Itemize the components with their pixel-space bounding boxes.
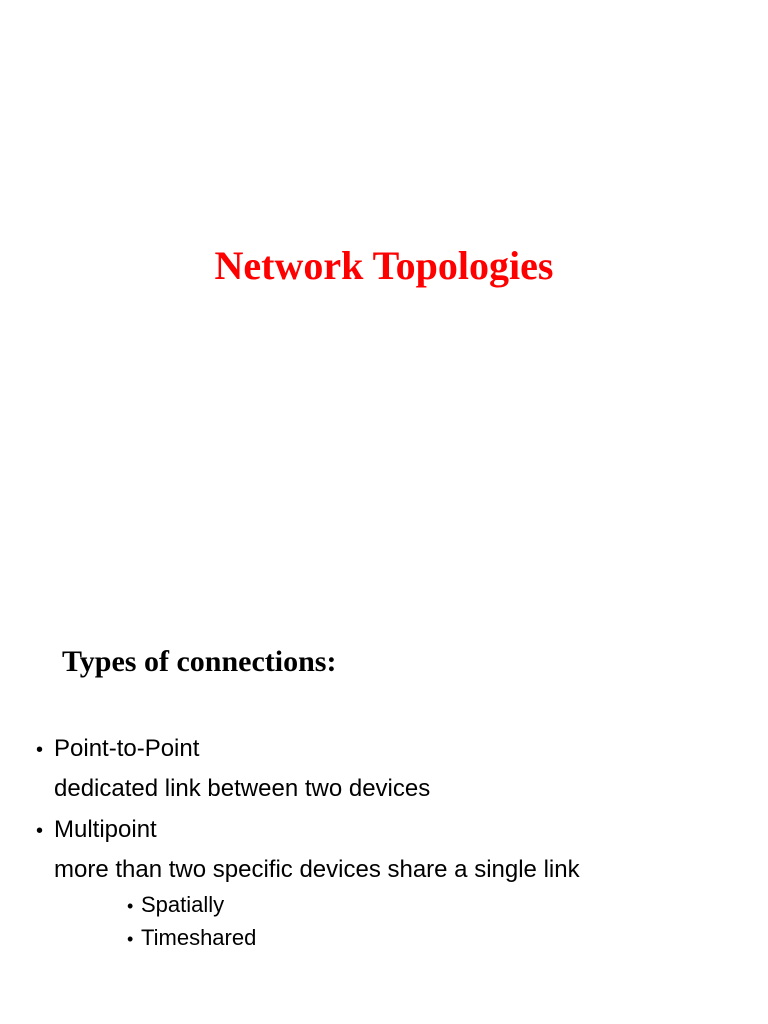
bullet-glyph: •: [127, 929, 134, 949]
bullet-item-point-to-point: [36, 733, 199, 766]
sub-bullet-label: Timeshared: [141, 925, 257, 950]
bullet-label: Multipoint: [54, 816, 157, 843]
sub-bullet-item-timeshared: [127, 923, 256, 954]
bullet-glyph: •: [36, 820, 44, 842]
bullet-glyph: •: [36, 739, 44, 761]
bullet-glyph: •: [127, 896, 134, 916]
sub-bullet-label: Spatially: [141, 892, 225, 917]
bullet-label: Point-to-Point: [54, 735, 200, 762]
slide-title: Network Topologies: [214, 243, 554, 288]
sub-bullet-item-spatially: [127, 890, 224, 921]
bullet-description: more than two specific devices share a single link: [54, 856, 580, 883]
bullet-description: dedicated link between two devices: [54, 775, 431, 802]
section-heading: Types of connections:: [62, 645, 337, 678]
bullet-item-multipoint: [36, 814, 157, 847]
